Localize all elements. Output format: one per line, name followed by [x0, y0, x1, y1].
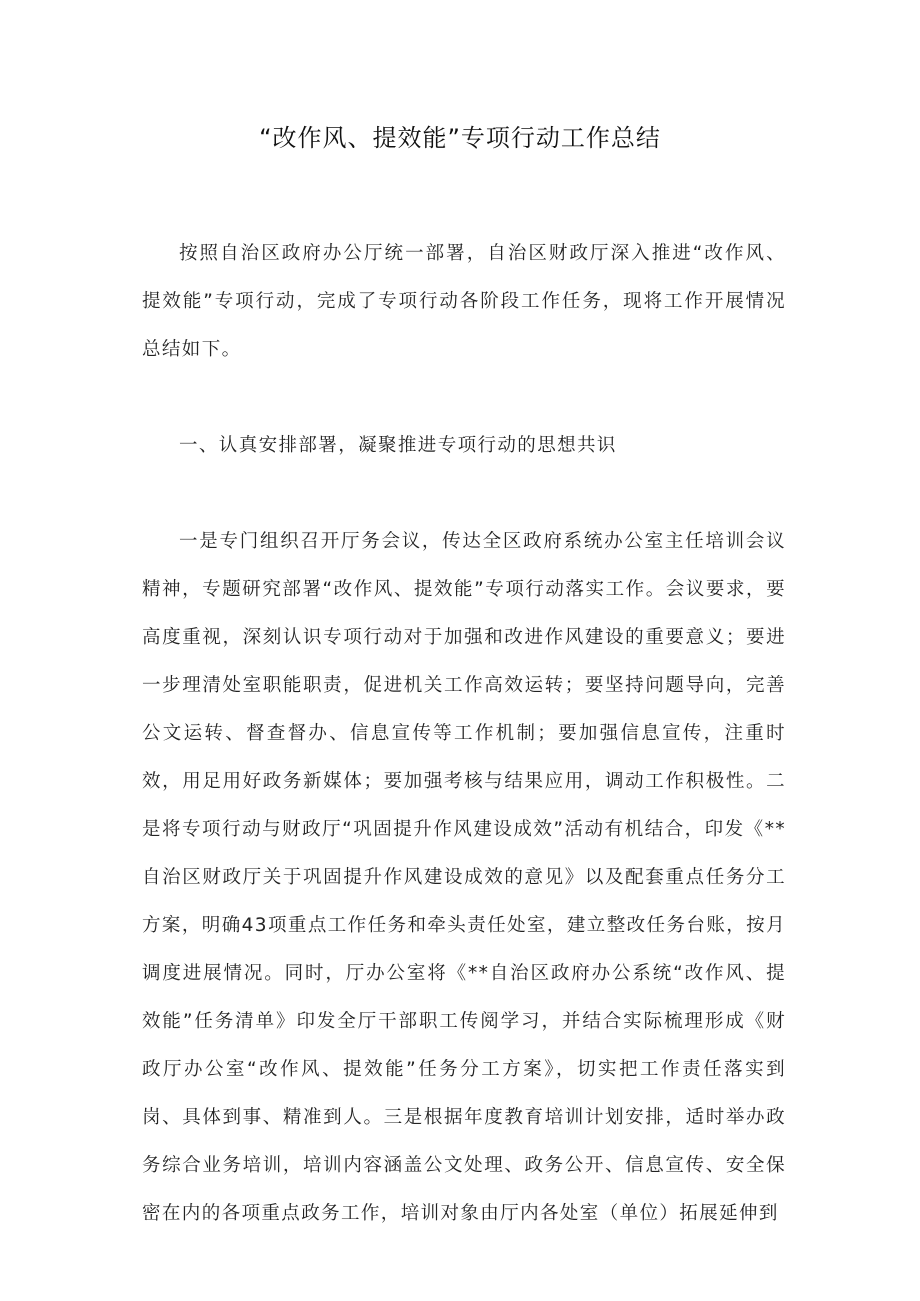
intro-paragraph: 按照自治区政府办公厅统一部署，自治区财政厅深入推进“改作风、提效能”专项行动，完成了专项行动各阶段工作任务，现将工作开展情况总结如下。	[142, 243, 786, 360]
document-title: “改作风、提效能”专项行动工作总结	[259, 124, 661, 152]
section-1-paragraph: 一是专门组织召开厅务会议，传达全区政府系统办公室主任培训会议精神，专题研究部署“改作风、提效能”专项行动落实工作。会议要求，要高度重视，深刻认识专项行动对于加强和改进作风建设的重要意义；要进一步理清处室职能职责，促进机关工作高效运转；要坚持问题导向，完善公文运转、督查督办、信息宣传等工作机制；要加强信息宣传，注重时效，用足用好政务新媒体；要加强考核与结果应用，调动工作积极性。二是将专项行动与财政厅“巩固提升作风建设成效”活动有机结合，印发《**自治区财政厅关于巩固提升作风建设成效的意见》以及配套重点任务分工方案，明确43项重点工作任务和牵头责任处室，建立整改任务台账，按月调度进展情况。同时，厅办公室将《**自治区政府办公系统“改作风、提效能”任务清单》印发全厅干部职工传阅学习，并结合实际梳理形成《财政厅办公室“改作风、提效能”任务分工方案》，切实把工作责任落实到岗、具体到事、精准到人。三是根据年度教育培训计划安排，适时举办政务综合业务培训，培训内容涵盖公文处理、政务公开、信息宣传、安全保密在内的各项重点政务工作，培训对象由厅内各处室（单位）拓展延伸到	[142, 531, 786, 1224]
document-body	[142, 230, 786, 1238]
section-1-heading: 一、认真安排部署，凝聚推进专项行动的思想共识	[179, 435, 617, 456]
